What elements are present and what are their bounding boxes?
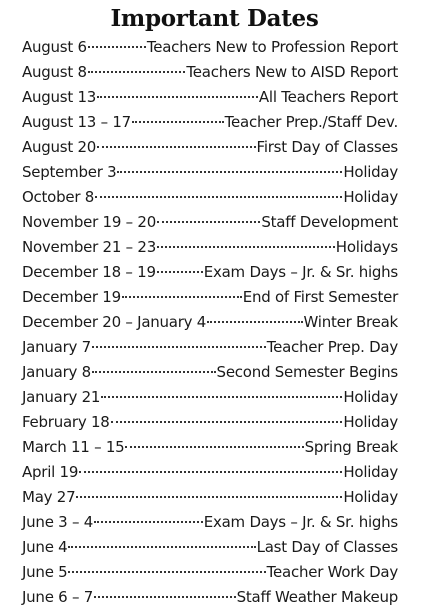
entry-date: January 21 [22, 388, 101, 406]
entry-event: Teacher Prep./Staff Dev. [224, 113, 398, 131]
dot-leader [117, 171, 342, 173]
date-row [22, 235, 398, 260]
entry-event: First Day of Classes [256, 138, 398, 156]
page-title: Important Dates [110, 5, 319, 32]
entry-event: Winter Break [303, 313, 398, 331]
date-row [22, 110, 398, 135]
date-row [22, 435, 398, 460]
entry-event: Exam Days – Jr. & Sr. highs [203, 513, 398, 531]
dot-leader [76, 496, 342, 498]
dot-leader [92, 346, 266, 348]
entry-date: August 13 – 17 [22, 113, 131, 131]
date-row [22, 335, 398, 360]
entry-date: December 20 – January 4 [22, 313, 207, 331]
dot-leader [101, 396, 342, 398]
date-row [22, 560, 398, 585]
entry-date: August 13 [22, 88, 97, 106]
dot-leader [132, 121, 224, 123]
dot-leader [125, 446, 303, 448]
date-row [22, 510, 398, 535]
entry-event: Second Semester Begins [216, 363, 398, 381]
entry-event: Holiday [343, 188, 398, 206]
entry-date: January 8 [22, 363, 91, 381]
date-row [22, 85, 398, 110]
entry-event: Holiday [343, 388, 398, 406]
dot-leader [207, 321, 302, 323]
dot-leader [97, 96, 258, 98]
entry-date: April 19 [22, 463, 79, 481]
date-row [22, 310, 398, 335]
entry-date: May 27 [22, 488, 76, 506]
date-row [22, 385, 398, 410]
date-row [22, 585, 398, 610]
dot-leader [157, 221, 260, 223]
dot-leader [88, 46, 146, 48]
date-row [22, 160, 398, 185]
entry-event: All Teachers Report [258, 88, 398, 106]
dot-leader [94, 596, 236, 598]
entry-event: Teacher Prep. Day [266, 338, 398, 356]
dot-leader [122, 296, 242, 298]
entry-event: Holiday [343, 488, 398, 506]
dot-leader [95, 196, 342, 198]
dot-leader [68, 546, 255, 548]
entry-event: Teachers New to Profession Report [146, 38, 398, 56]
entry-date: December 18 – 19 [22, 263, 156, 281]
entry-event: Staff Development [261, 213, 398, 231]
entry-event: Holiday [343, 413, 398, 431]
entry-date: June 5 [22, 563, 68, 581]
dates-list [22, 35, 398, 610]
entry-date: January 7 [22, 338, 91, 356]
date-row [22, 410, 398, 435]
entry-date: June 4 [22, 538, 68, 556]
entry-date: October 8 [22, 188, 95, 206]
entry-event: Spring Break [304, 438, 398, 456]
dot-leader [92, 371, 216, 373]
date-row [22, 135, 398, 160]
entry-event: Holidays [335, 238, 398, 256]
entry-date: August 8 [22, 63, 87, 81]
entry-event: Last Day of Classes [256, 538, 398, 556]
entry-date: September 3 [22, 163, 117, 181]
entry-date: June 3 – 4 [22, 513, 94, 531]
date-row [22, 210, 398, 235]
entry-date: December 19 [22, 288, 121, 306]
dot-leader [157, 271, 203, 273]
entry-date: November 19 – 20 [22, 213, 157, 231]
entry-event: End of First Semester [242, 288, 398, 306]
entry-date: March 11 – 15 [22, 438, 125, 456]
entry-event: Exam Days – Jr. & Sr. highs [203, 263, 398, 281]
entry-date: June 6 – 7 [22, 588, 94, 606]
date-row [22, 35, 398, 60]
dot-leader [79, 471, 342, 473]
entry-event: Teachers New to AISD Report [186, 63, 398, 81]
entry-date: February 18 [22, 413, 110, 431]
date-row [22, 285, 398, 310]
entry-event: Teacher Work Day [266, 563, 398, 581]
entry-event: Holiday [343, 163, 398, 181]
dot-leader [88, 71, 186, 73]
entry-date: August 20 [22, 138, 97, 156]
dot-leader [94, 521, 203, 523]
date-row [22, 185, 398, 210]
entry-event: Holiday [343, 463, 398, 481]
date-row [22, 260, 398, 285]
dot-leader [68, 571, 265, 573]
date-row [22, 535, 398, 560]
date-row [22, 360, 398, 385]
date-row [22, 460, 398, 485]
entry-event: Staff Weather Makeup [236, 588, 398, 606]
dot-leader [97, 146, 255, 148]
entry-date: November 21 – 23 [22, 238, 157, 256]
dot-leader [157, 246, 335, 248]
dot-leader [111, 421, 343, 423]
date-row [22, 60, 398, 85]
date-row [22, 485, 398, 510]
entry-date: August 6 [22, 38, 87, 56]
